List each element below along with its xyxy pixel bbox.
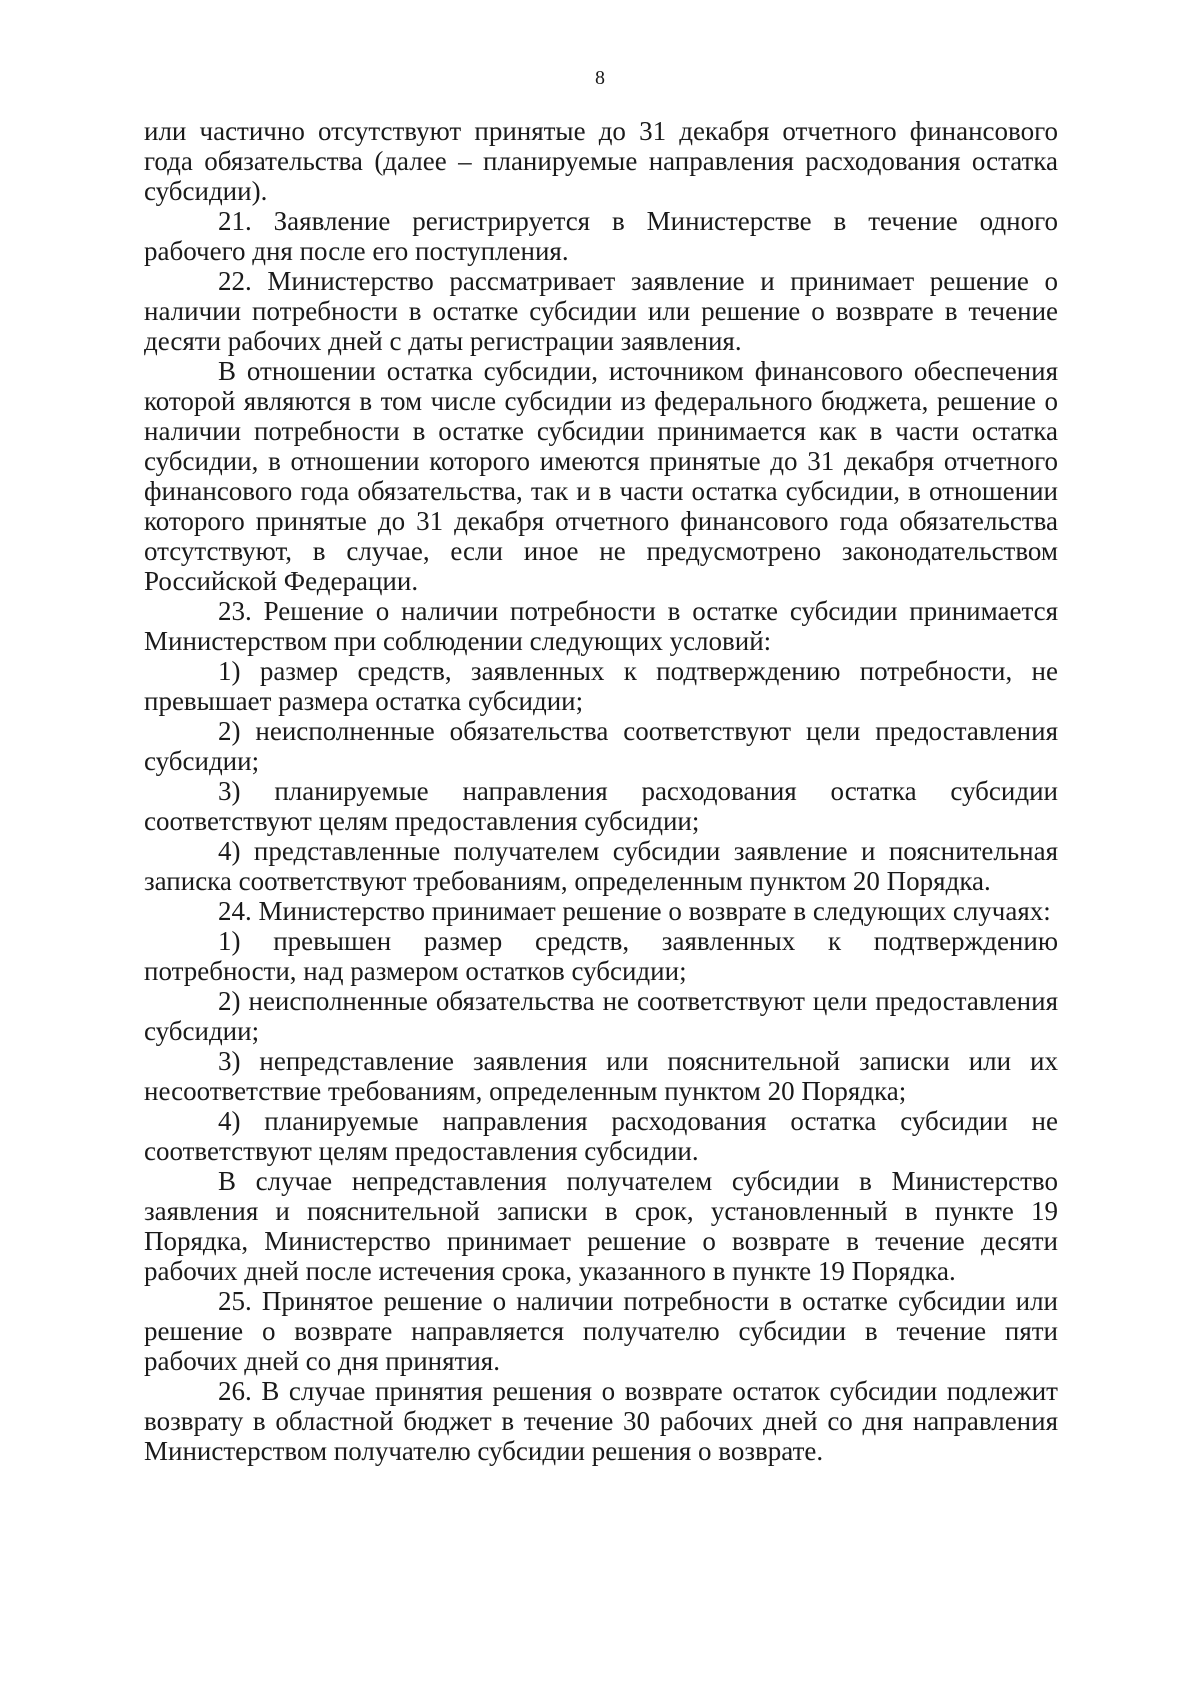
- paragraph-26: 26. В случае принятия решения о возврате остаток субсидии подлежит возврату в областной бюджет в течение 30 рабочих дней со дня направления Министерством получателю субсидии решения о возврате.: [144, 1376, 1058, 1466]
- paragraph-23-item-3: 3) планируемые направления расходования остатка субсидии соответствуют целям предоставления субсидии;: [144, 776, 1058, 836]
- paragraph-24-item-2: 2) неисполненные обязательства не соответствуют цели предоставления субсидии;: [144, 986, 1058, 1046]
- paragraph-22: 22. Министерство рассматривает заявление и принимает решение о наличии потребности в остатке субсидии или решение о возврате в течение десяти рабочих дней с даты регистрации заявления.: [144, 266, 1058, 356]
- paragraph-24-non-submission: В случае непредставления получателем субсидии в Министерство заявления и пояснительной записки в срок, установленный в пункте 19 Порядка, Министерство принимает решение о возврате в течение десяти рабочих дней после истечения срока, указанного в пункте 19 Порядка.: [144, 1166, 1058, 1286]
- paragraph-24-item-3: 3) непредставление заявления или пояснительной записки или их несоответствие требованиям, определенным пунктом 20 Порядка;: [144, 1046, 1058, 1106]
- page-number: 8: [595, 67, 605, 89]
- paragraph-24-item-1: 1) превышен размер средств, заявленных к подтверждению потребности, над размером остатков субсидии;: [144, 926, 1058, 986]
- paragraph-21: 21. Заявление регистрируется в Министерстве в течение одного рабочего дня после его поступления.: [144, 206, 1058, 266]
- paragraph-24: 24. Министерство принимает решение о возврате в следующих случаях:: [218, 896, 1051, 926]
- document-body: [144, 116, 1058, 1466]
- paragraph-23: 23. Решение о наличии потребности в остатке субсидии принимается Министерством при соблюдении следующих условий:: [144, 596, 1058, 656]
- paragraph-23-item-1: 1) размер средств, заявленных к подтверждению потребности, не превышает размера остатка субсидии;: [144, 656, 1058, 716]
- paragraph-22-federal-budget: В отношении остатка субсидии, источником финансового обеспечения которой являются в том числе субсидии из федерального бюджета, решение о наличии потребности в остатке субсидии принимается как в части остатка субсидии, в отношении которого имеются принятые до 31 декабря отчетного финансового года обязательства, так и в части остатка субсидии, в отношении которого принятые до 31 декабря отчетного финансового года обязательства отсутствуют, в случае, если иное не предусмотрено законодательством Российской Федерации.: [144, 356, 1058, 596]
- paragraph-continuation: или частично отсутствуют принятые до 31 декабря отчетного финансового года обязательства (далее – планируемые направления расходования остатка субсидии).: [144, 116, 1058, 206]
- paragraph-24-item-4: 4) планируемые направления расходования остатка субсидии не соответствуют целям предоставления субсидии.: [144, 1106, 1058, 1166]
- paragraph-23-item-4: 4) представленные получателем субсидии заявление и пояснительная записка соответствуют требованиям, определенным пунктом 20 Порядка.: [144, 836, 1058, 896]
- paragraph-25: 25. Принятое решение о наличии потребности в остатке субсидии или решение о возврате направляется получателю субсидии в течение пяти рабочих дней со дня принятия.: [144, 1286, 1058, 1376]
- paragraph-23-item-2: 2) неисполненные обязательства соответствуют цели предоставления субсидии;: [144, 716, 1058, 776]
